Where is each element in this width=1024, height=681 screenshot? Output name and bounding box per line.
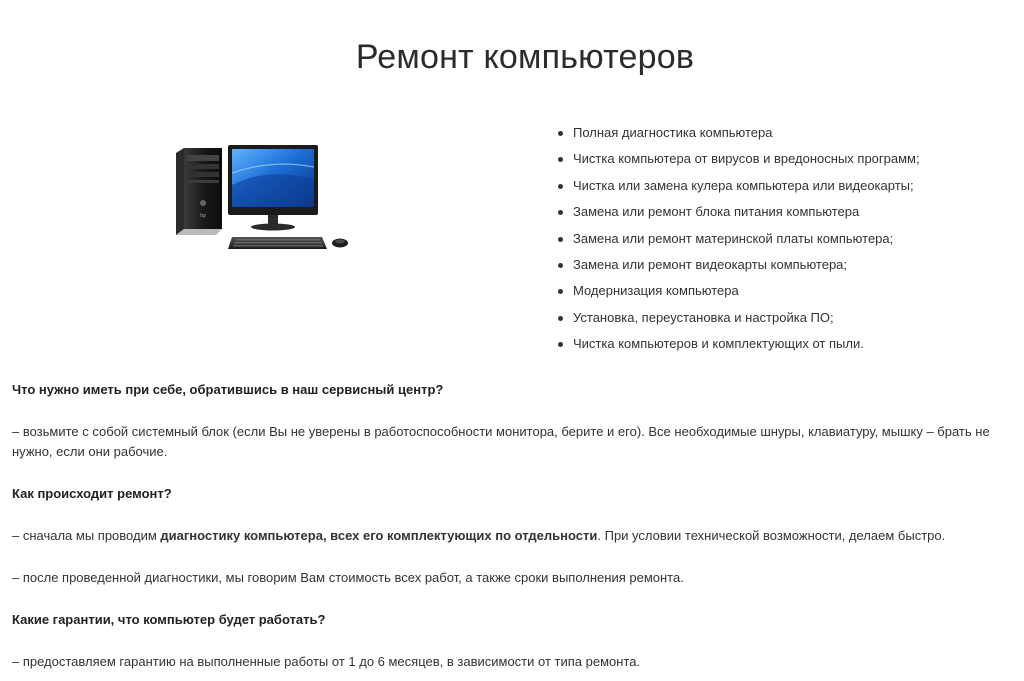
services-list — [557, 120, 920, 358]
faq-answer-guarantee: – предоставляем гарантию на выполненные работы от 1 до 6 месяцев, в зависимости от типа ремонта. — [12, 654, 641, 669]
faq-question-how-repair: Как происходит ремонт? — [12, 486, 172, 501]
bullet-icon — [558, 157, 563, 162]
service-label: Замена или ремонт видеокарты компьютера; — [573, 257, 848, 273]
bullet-icon — [558, 289, 563, 294]
faq-question-what-to-bring: Что нужно иметь при себе, обратившись в наш сервисный центр? — [12, 382, 444, 397]
bullet-icon — [558, 263, 563, 268]
bullet-icon — [558, 237, 563, 242]
bullet-icon — [558, 184, 563, 189]
answer-text: . При условии технической возможности, делаем быстро. — [597, 528, 946, 543]
faq-section — [12, 380, 1012, 672]
hero-section — [0, 110, 1024, 350]
service-label: Полная диагностика компьютера — [573, 125, 773, 140]
service-label: Замена или ремонт материнской платы компьютера; — [573, 230, 894, 246]
bullet-icon — [558, 342, 563, 347]
list-item — [557, 278, 920, 304]
desktop-computer-icon — [172, 145, 362, 255]
list-item — [557, 146, 920, 172]
faq-question-guarantee: Какие гарантии, что компьютер будет работать? — [12, 612, 326, 627]
service-label: Чистка компьютера от вирусов и вредоносных программ; — [573, 151, 920, 167]
answer-emphasis: диагностику компьютера, всех его комплектующих по отдельности — [160, 528, 598, 543]
faq-answer-cost: – после проведенной диагностики, мы говорим Вам стоимость всех работ, а также сроки выполнения ремонта. — [12, 570, 684, 585]
list-item — [557, 305, 920, 331]
list-item — [557, 252, 920, 278]
list-item — [557, 226, 920, 252]
tower-logo: hp — [200, 213, 206, 219]
service-label: Установка, переустановка и настройка ПО; — [573, 309, 834, 325]
bullet-icon — [558, 316, 563, 321]
list-item — [557, 120, 920, 146]
faq-answer-how-repair — [12, 526, 1012, 546]
bullet-icon — [558, 210, 563, 215]
service-label: Модернизация компьютера — [573, 283, 739, 299]
page-title: Ремонт компьютеров — [355, 38, 695, 76]
bullet-icon — [558, 131, 563, 136]
service-label: Замена или ремонт блока питания компьютера — [573, 204, 860, 220]
service-label: Чистка компьютеров и комплектующих от пыли. — [573, 336, 864, 352]
service-label: Чистка или замена кулера компьютера или видеокарты; — [573, 177, 914, 193]
list-item — [557, 173, 920, 199]
faq-answer-what-to-bring: – возьмите с собой системный блок (если Вы не уверены в работоспособности монитора, берите и его). Все необходимые шнуры, клавиатуру, мышку – брать не нужно, если они рабочие. — [12, 424, 990, 459]
list-item — [557, 331, 920, 357]
answer-text: – сначала мы проводим — [12, 528, 161, 543]
list-item — [557, 199, 920, 225]
